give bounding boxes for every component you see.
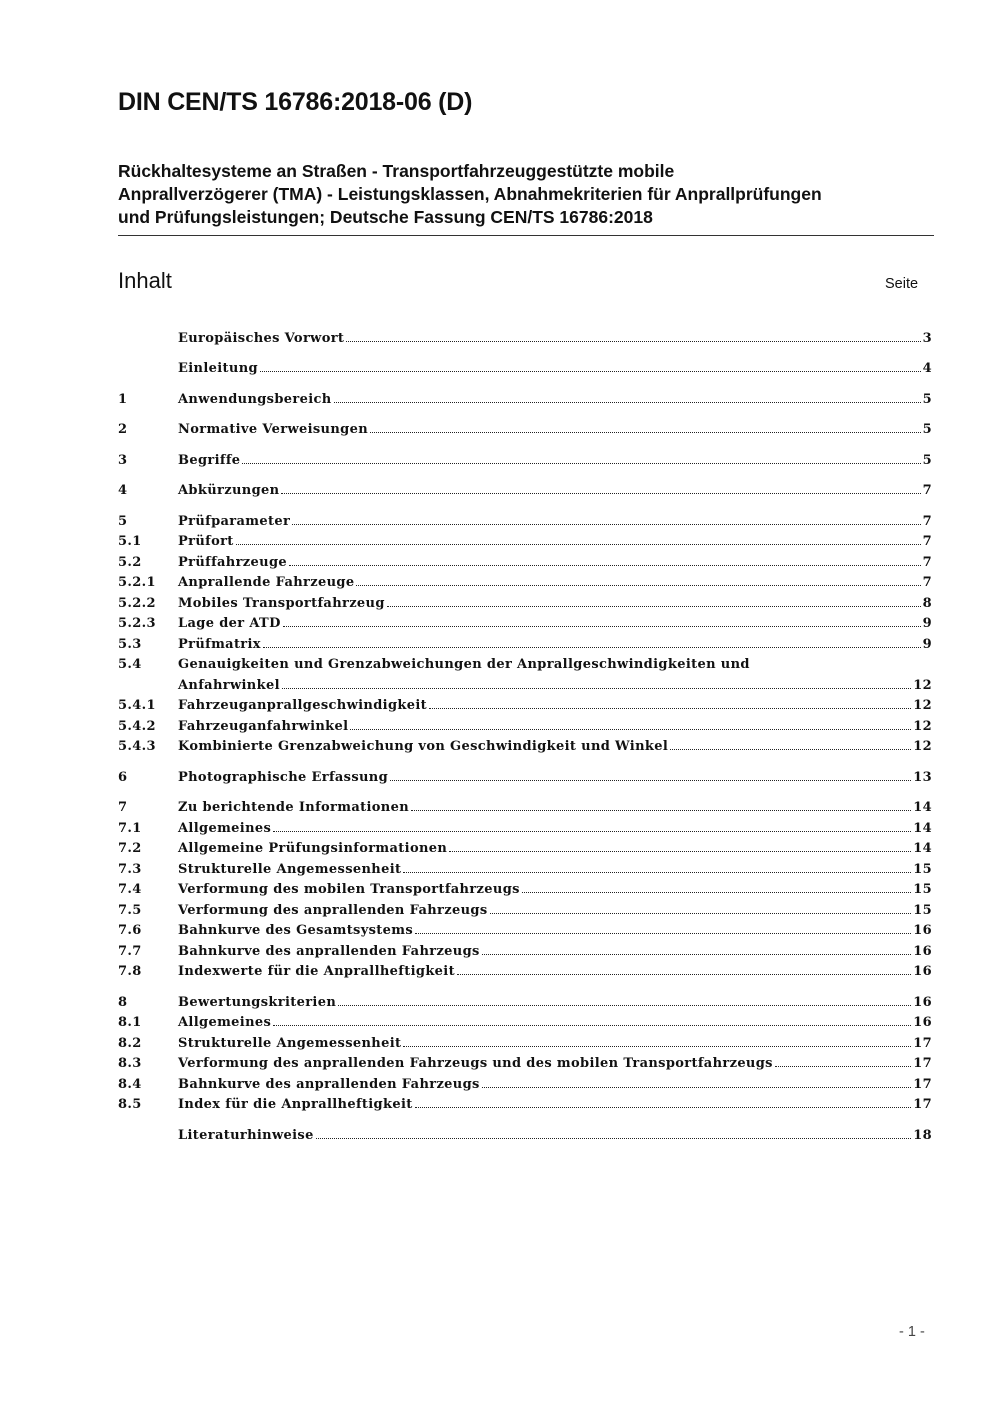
toc-group bbox=[118, 508, 932, 754]
toc-entry[interactable] bbox=[118, 856, 932, 877]
toc-entry-page: 12 bbox=[913, 739, 932, 754]
toc-entry-title: Bewertungskriterien bbox=[178, 994, 337, 1010]
toc-dot-leader bbox=[281, 493, 920, 494]
toc-entry[interactable] bbox=[118, 693, 932, 714]
toc-entry-page: 12 bbox=[913, 677, 932, 693]
page-number: - 1 - bbox=[899, 1324, 925, 1340]
toc-entry[interactable] bbox=[118, 795, 932, 816]
toc-entry[interactable] bbox=[118, 1122, 932, 1143]
toc-entry-title: Indexwerte für die Anprallheftigkeit bbox=[178, 964, 455, 979]
toc-entry-number: 7.2 bbox=[118, 841, 142, 856]
toc-entry-number: 5.2.3 bbox=[118, 616, 156, 631]
toc-entry-number: 5 bbox=[118, 513, 128, 529]
toc-entry-number: 7 bbox=[118, 800, 128, 815]
toc-entry-page: 14 bbox=[913, 800, 932, 815]
toc-entry[interactable] bbox=[118, 549, 932, 570]
toc-group bbox=[118, 795, 932, 980]
toc-entry-page: 16 bbox=[913, 1015, 932, 1030]
toc-entry-title: Allgemeines bbox=[178, 1015, 272, 1030]
toc-dot-leader bbox=[292, 524, 920, 525]
toc-entry-page: 5 bbox=[922, 452, 932, 468]
toc-entry-number: 2 bbox=[118, 422, 128, 437]
toc-page-column-label: Seite bbox=[885, 276, 919, 292]
toc-entry-title: Bahnkurve des Gesamtsystems bbox=[178, 923, 414, 938]
toc-entry-number: 7.3 bbox=[118, 861, 142, 877]
toc-entry-page: 16 bbox=[913, 994, 932, 1010]
toc-entry-title: Anprallende Fahrzeuge bbox=[178, 575, 355, 590]
toc-heading: Inhalt bbox=[118, 268, 172, 293]
subtitle-line: Rückhaltesysteme an Straßen - Transportfahrzeuggestützte mobile bbox=[118, 161, 675, 181]
toc-dot-leader bbox=[346, 341, 920, 342]
toc-entry-number: 5.4.2 bbox=[118, 718, 156, 734]
toc-entry-title: Strukturelle Angemessenheit bbox=[178, 1035, 402, 1051]
toc-entry[interactable] bbox=[118, 417, 932, 438]
toc-entry-number: 5.2 bbox=[118, 554, 142, 570]
toc-entry-number: 5.2.2 bbox=[118, 595, 156, 611]
toc-entry-number: 7.1 bbox=[118, 820, 142, 836]
toc-entry-number: 3 bbox=[118, 452, 128, 468]
toc-entry-title: Verformung des mobilen Transportfahrzeugs bbox=[178, 882, 520, 897]
toc-dot-leader bbox=[316, 1138, 911, 1139]
toc-entry-title: Genauigkeiten und Grenzabweichungen der Anprallgeschwindigkeiten und bbox=[178, 657, 750, 672]
toc-entry-page: 15 bbox=[913, 882, 932, 897]
toc-entry-number: 7.6 bbox=[118, 923, 142, 938]
toc-entry-page: 7 bbox=[922, 575, 932, 590]
toc-entry-page: 16 bbox=[913, 943, 932, 959]
toc-entry[interactable] bbox=[118, 1051, 932, 1072]
toc-dot-leader bbox=[260, 371, 921, 372]
toc-entry-number: 8.4 bbox=[118, 1076, 142, 1092]
toc-entry[interactable] bbox=[118, 815, 932, 836]
toc-entry-page: 4 bbox=[922, 361, 932, 376]
toc-entry-number: 8.1 bbox=[118, 1015, 142, 1030]
toc-entry-page: 8 bbox=[922, 595, 932, 611]
toc-entry[interactable] bbox=[118, 447, 932, 468]
toc-entry-page: 17 bbox=[913, 1035, 932, 1051]
toc-entry[interactable] bbox=[118, 713, 932, 734]
toc-dot-leader bbox=[415, 933, 911, 934]
toc-entry-number: 8 bbox=[118, 994, 128, 1010]
subtitle-line: Anprallverzögerer (TMA) - Leistungsklassen, Abnahmekriterien für Anprallprüfungen bbox=[118, 184, 822, 204]
toc-entry[interactable] bbox=[118, 1030, 932, 1051]
toc-entry-page: 17 bbox=[913, 1097, 932, 1112]
toc-group bbox=[118, 356, 932, 377]
toc-dot-leader bbox=[356, 585, 920, 586]
toc-entry-number: 1 bbox=[118, 391, 128, 407]
toc-entry[interactable] bbox=[118, 611, 932, 632]
toc-entry-title: Verformung des anprallenden Fahrzeugs bbox=[178, 902, 488, 918]
toc-entry-title: Allgemeines bbox=[178, 820, 272, 836]
toc-dot-leader bbox=[236, 544, 921, 545]
toc-dot-leader bbox=[411, 810, 911, 811]
toc-dot-leader bbox=[390, 780, 911, 781]
toc-entry-page: 12 bbox=[913, 698, 932, 713]
toc-entry-number: 7.7 bbox=[118, 943, 142, 959]
toc-dot-leader bbox=[273, 1025, 911, 1026]
toc-entry[interactable] bbox=[118, 652, 932, 673]
toc-entry-number: 7.8 bbox=[118, 964, 142, 979]
toc-entry[interactable] bbox=[118, 897, 932, 918]
toc-entry-page: 15 bbox=[913, 861, 932, 877]
toc-entry-title: Zu berichtende Informationen bbox=[178, 800, 410, 815]
toc-dot-leader bbox=[242, 463, 920, 464]
toc-dot-leader bbox=[403, 1046, 911, 1047]
toc-entry[interactable] bbox=[118, 325, 932, 346]
toc-entry-page: 3 bbox=[922, 330, 932, 346]
toc-entry-page: 7 bbox=[922, 513, 932, 529]
toc-group bbox=[118, 989, 932, 1112]
toc-dot-leader bbox=[670, 749, 911, 750]
toc-entry-title: Prüfort bbox=[178, 534, 234, 549]
toc-entry-number: 8.2 bbox=[118, 1035, 142, 1051]
document-subtitle bbox=[118, 160, 934, 236]
table-of-contents bbox=[118, 325, 932, 1153]
toc-entry[interactable] bbox=[118, 734, 932, 755]
document-title: DIN CEN/TS 16786:2018-06 (D) bbox=[118, 88, 473, 116]
toc-entry-page: 17 bbox=[913, 1056, 932, 1071]
toc-entry-page: 7 bbox=[922, 554, 932, 570]
toc-entry-title: Bahnkurve des anprallenden Fahrzeugs bbox=[178, 943, 480, 959]
toc-entry-page: 9 bbox=[922, 636, 932, 652]
toc-entry-number: 8.3 bbox=[118, 1056, 142, 1071]
toc-entry-title: Fahrzeuganprallgeschwindigkeit bbox=[178, 698, 428, 713]
toc-entry[interactable] bbox=[118, 631, 932, 652]
toc-entry-title: Einleitung bbox=[178, 361, 258, 376]
toc-entry[interactable] bbox=[118, 672, 932, 693]
toc-entry[interactable] bbox=[118, 877, 932, 898]
toc-entry-page: 18 bbox=[913, 1127, 932, 1143]
toc-entry-title: Mobiles Transportfahrzeug bbox=[178, 595, 385, 611]
toc-entry-number: 7.5 bbox=[118, 902, 142, 918]
toc-dot-leader bbox=[490, 913, 912, 914]
toc-entry-title: Anwendungsbereich bbox=[178, 391, 332, 407]
toc-entry-page: 14 bbox=[913, 841, 932, 856]
toc-entry-title: Fahrzeuganfahrwinkel bbox=[178, 718, 349, 734]
toc-entry-title: Kombinierte Grenzabweichung von Geschwindigkeit und Winkel bbox=[178, 739, 669, 754]
toc-entry[interactable] bbox=[118, 989, 932, 1010]
toc-entry[interactable] bbox=[118, 529, 932, 550]
toc-entry[interactable] bbox=[118, 1010, 932, 1031]
toc-entry[interactable] bbox=[118, 959, 932, 980]
toc-entry-page: 12 bbox=[913, 718, 932, 734]
toc-group bbox=[118, 417, 932, 438]
toc-entry-number: 5.4.3 bbox=[118, 739, 156, 754]
toc-dot-leader bbox=[775, 1066, 911, 1067]
toc-entry-title: Verformung des anprallenden Fahrzeugs und des mobilen Transportfahrzeugs bbox=[178, 1056, 773, 1071]
toc-entry-number: 6 bbox=[118, 769, 128, 785]
toc-entry-number: 5.4 bbox=[118, 657, 142, 672]
toc-entry[interactable] bbox=[118, 570, 932, 591]
toc-dot-leader bbox=[522, 892, 911, 893]
toc-entry-page: 16 bbox=[913, 964, 932, 979]
toc-entry-number: 4 bbox=[118, 483, 128, 498]
toc-dot-leader bbox=[415, 1107, 912, 1108]
toc-entry-title: Anfahrwinkel bbox=[178, 677, 280, 693]
toc-dot-leader bbox=[387, 606, 921, 607]
toc-dot-leader bbox=[482, 954, 911, 955]
toc-entry[interactable] bbox=[118, 356, 932, 377]
toc-entry-number: 5.4.1 bbox=[118, 698, 156, 713]
toc-entry-page: 5 bbox=[922, 391, 932, 407]
toc-entry-number: 5.2.1 bbox=[118, 575, 156, 590]
toc-entry[interactable] bbox=[118, 386, 932, 407]
toc-entry[interactable] bbox=[118, 508, 932, 529]
toc-entry-title: Bahnkurve des anprallenden Fahrzeugs bbox=[178, 1076, 480, 1092]
toc-dot-leader bbox=[283, 626, 921, 627]
toc-entry-page: 17 bbox=[913, 1076, 932, 1092]
toc-entry-title: Lage der ATD bbox=[178, 616, 281, 631]
toc-dot-leader bbox=[338, 1005, 911, 1006]
toc-entry-page: 5 bbox=[922, 422, 932, 437]
toc-entry-page: 13 bbox=[913, 769, 932, 785]
toc-entry-page: 15 bbox=[913, 902, 932, 918]
toc-dot-leader bbox=[334, 402, 921, 403]
toc-entry-title: Photographische Erfassung bbox=[178, 769, 389, 785]
toc-group bbox=[118, 764, 932, 785]
toc-group bbox=[118, 478, 932, 499]
toc-entry[interactable] bbox=[118, 764, 932, 785]
toc-entry-title: Prüfparameter bbox=[178, 513, 291, 529]
toc-entry[interactable] bbox=[118, 590, 932, 611]
toc-dot-leader bbox=[273, 831, 911, 832]
toc-entry-page: 7 bbox=[922, 483, 932, 498]
toc-entry[interactable] bbox=[118, 478, 932, 499]
toc-entry[interactable] bbox=[118, 836, 932, 857]
toc-entry[interactable] bbox=[118, 1071, 932, 1092]
toc-dot-leader bbox=[457, 974, 911, 975]
toc-entry-title: Strukturelle Angemessenheit bbox=[178, 861, 402, 877]
toc-entry[interactable] bbox=[118, 938, 932, 959]
toc-entry[interactable] bbox=[118, 918, 932, 939]
toc-entry-number: 5.3 bbox=[118, 636, 142, 652]
toc-dot-leader bbox=[263, 647, 921, 648]
toc-entry-page: 7 bbox=[922, 534, 932, 549]
toc-entry-number: 7.4 bbox=[118, 882, 142, 897]
toc-entry-page: 14 bbox=[913, 820, 932, 836]
toc-entry-title: Prüfmatrix bbox=[178, 636, 261, 652]
toc-group bbox=[118, 386, 932, 407]
toc-entry-title: Begriffe bbox=[178, 452, 241, 468]
toc-group bbox=[118, 447, 932, 468]
toc-entry-title: Literaturhinweise bbox=[178, 1127, 314, 1143]
toc-entry-page: 16 bbox=[913, 923, 932, 938]
subtitle-line: und Prüfungsleistungen; Deutsche Fassung CEN/TS 16786:2018 bbox=[118, 207, 653, 227]
toc-entry-number: 5.1 bbox=[118, 534, 142, 549]
toc-entry-title: Prüffahrzeuge bbox=[178, 554, 288, 570]
toc-dot-leader bbox=[482, 1087, 911, 1088]
toc-entry-title: Index für die Anprallheftigkeit bbox=[178, 1097, 413, 1112]
toc-entry-title: Allgemeine Prüfungsinformationen bbox=[178, 841, 448, 856]
toc-entry-page: 9 bbox=[922, 616, 932, 631]
toc-entry[interactable] bbox=[118, 1092, 932, 1113]
toc-dot-leader bbox=[403, 872, 911, 873]
toc-dot-leader bbox=[370, 432, 921, 433]
toc-dot-leader bbox=[350, 729, 911, 730]
toc-dot-leader bbox=[289, 565, 921, 566]
toc-dot-leader bbox=[282, 688, 911, 689]
toc-entry-title: Abkürzungen bbox=[178, 483, 280, 498]
toc-dot-leader bbox=[449, 851, 911, 852]
toc-entry-title: Europäisches Vorwort bbox=[178, 330, 345, 346]
toc-dot-leader bbox=[429, 708, 911, 709]
toc-group bbox=[118, 325, 932, 346]
toc-entry-title: Normative Verweisungen bbox=[178, 422, 369, 437]
toc-entry-number: 8.5 bbox=[118, 1097, 142, 1112]
toc-group bbox=[118, 1122, 932, 1143]
